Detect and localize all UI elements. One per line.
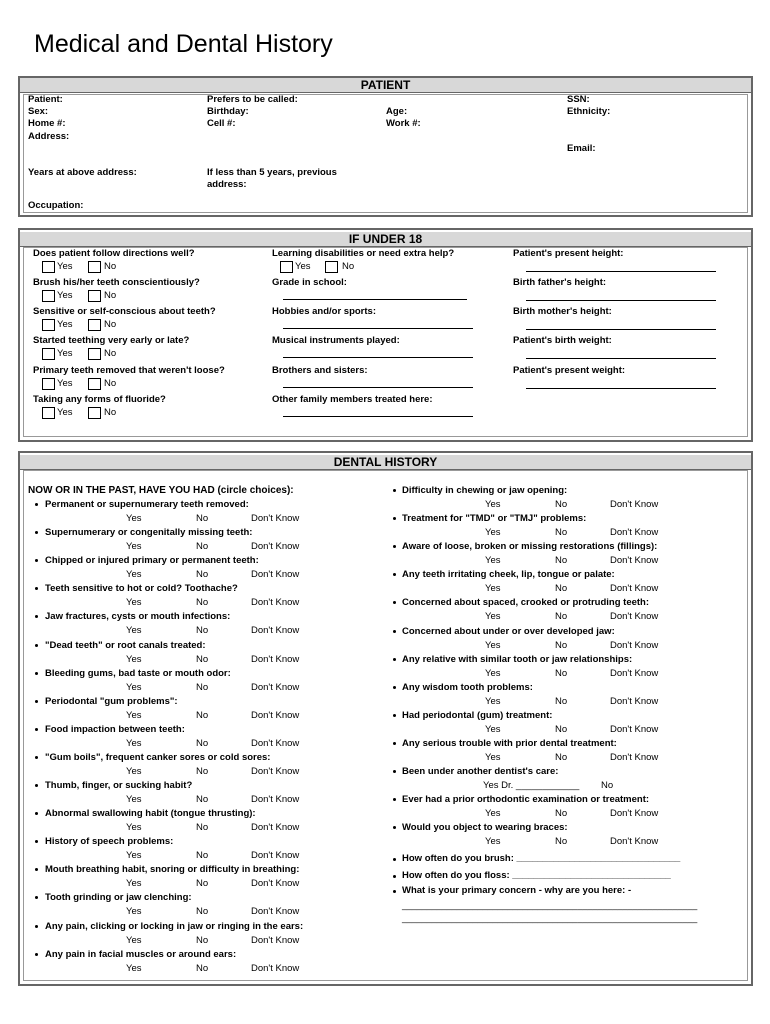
dental-question: Mouth breathing habit, snoring or difficulty in breathing: (45, 864, 300, 875)
no-checkbox[interactable] (88, 261, 101, 273)
occupation-label[interactable]: Occupation: (28, 200, 84, 211)
dental-question: Any teeth irritating cheek, lip, tongue or palate: (402, 569, 615, 580)
bullet (393, 798, 396, 801)
dental-question: Teeth sensitive to hot or cold? Toothache? (45, 583, 238, 594)
no-option-label: No (104, 407, 117, 418)
dont-know-choice[interactable]: Don't Know (610, 808, 659, 819)
yes-choice[interactable]: Yes (126, 625, 142, 636)
dental-question: "Gum boils", frequent canker sores or cold sores: (45, 752, 271, 763)
no-choice[interactable]: No (196, 850, 209, 861)
no-option-label: No (104, 261, 117, 272)
under18-field-input[interactable] (283, 328, 473, 329)
bullet (393, 770, 396, 773)
dont-know-choice[interactable]: Don't Know (610, 555, 659, 566)
no-choice[interactable]: No (196, 738, 209, 749)
bullet (393, 489, 396, 492)
patient-header: PATIENT (20, 78, 751, 93)
under18-question: Started teething very early or late? (33, 335, 190, 346)
no-choice[interactable]: No (196, 906, 209, 917)
dont-know-choice[interactable]: Don't Know (251, 682, 300, 693)
patient-name-label[interactable]: Patient: (28, 94, 63, 105)
dental-question: Concerned about spaced, crooked or protruding teeth: (402, 597, 650, 608)
no-choice[interactable]: No (196, 569, 209, 580)
yes-option-label: Yes (57, 378, 73, 389)
dont-know-choice[interactable]: Don't Know (610, 696, 659, 707)
dental-question: Been under another dentist's care: (402, 766, 559, 777)
dental-question: History of speech problems: (45, 836, 174, 847)
concern-input-line-2[interactable]: ___________________________________________________________ (402, 913, 698, 923)
no-choice[interactable]: No (196, 541, 209, 552)
yes-checkbox[interactable] (42, 290, 55, 302)
dental-intro: NOW OR IN THE PAST, HAVE YOU HAD (circle choices): (28, 485, 294, 496)
no-choice[interactable]: No (196, 794, 209, 805)
dont-know-choice[interactable]: Don't Know (251, 625, 300, 636)
bullet (35, 756, 38, 759)
dont-know-choice[interactable]: Don't Know (251, 513, 300, 524)
yes-option-label: Yes (57, 407, 73, 418)
dont-know-choice[interactable]: Don't Know (610, 640, 659, 651)
yes-choice[interactable]: Yes (126, 597, 142, 608)
yes-choice[interactable]: Yes (485, 499, 501, 510)
no-choice[interactable]: No (555, 752, 568, 763)
no-checkbox[interactable] (88, 319, 101, 331)
dont-know-choice[interactable]: Don't Know (610, 836, 659, 847)
no-choice[interactable]: No (555, 611, 568, 622)
dental-question: Any relative with similar tooth or jaw relationships: (402, 654, 633, 665)
bullet (35, 700, 38, 703)
brush-frequency[interactable]: How often do you brush: _______________________________ (402, 853, 681, 864)
under18-field-label: Grade in school: (272, 277, 347, 288)
bullet (35, 925, 38, 928)
bullet (35, 812, 38, 815)
dont-know-choice[interactable]: Don't Know (251, 794, 300, 805)
dental-question: Food impaction between teeth: (45, 724, 185, 735)
sex-label[interactable]: Sex: (28, 106, 49, 117)
no-choice[interactable]: No (555, 668, 568, 679)
bullet (35, 728, 38, 731)
dont-know-choice[interactable]: Don't Know (610, 724, 659, 735)
yes-choice[interactable]: Yes (485, 752, 501, 763)
cell-label[interactable]: Cell #: (207, 118, 236, 129)
dont-know-choice[interactable]: Don't Know (610, 668, 659, 679)
dont-know-choice[interactable]: Don't Know (251, 569, 300, 580)
yes-choice[interactable]: Yes (126, 654, 142, 665)
yes-choice[interactable]: Yes (126, 541, 142, 552)
dont-know-choice[interactable]: Don't Know (610, 611, 659, 622)
dont-know-choice[interactable]: Don't Know (610, 499, 659, 510)
bullet (393, 658, 396, 661)
yes-choice[interactable]: Yes (485, 836, 501, 847)
under18-field-label: Other family members treated here: (272, 394, 433, 405)
under18-field-input[interactable] (283, 387, 473, 388)
bullet (35, 587, 38, 590)
dental-question: Abnormal swallowing habit (tongue thrusting): (45, 808, 256, 819)
measurement-input[interactable] (526, 388, 716, 389)
yes-dr-choice[interactable]: Yes Dr. ____________ (483, 780, 580, 791)
yes-checkbox[interactable] (42, 348, 55, 360)
under18-question: Brush his/her teeth conscientiously? (33, 277, 200, 288)
under18-header: IF UNDER 18 (20, 232, 751, 247)
under18-field-label: Musical instruments played: (272, 335, 400, 346)
under18-question: Does patient follow directions well? (33, 248, 195, 259)
yes-checkbox[interactable] (42, 407, 55, 419)
bullet (393, 686, 396, 689)
yes-choice[interactable]: Yes (126, 935, 142, 946)
yes-choice[interactable]: Yes (485, 696, 501, 707)
no-choice[interactable]: No (555, 836, 568, 847)
dental-question: Chipped or injured primary or permanent teeth: (45, 555, 259, 566)
yes-choice[interactable]: Yes (126, 878, 142, 889)
yes-choice[interactable]: Yes (485, 611, 501, 622)
measurement-input[interactable] (526, 271, 716, 272)
no-choice[interactable]: No (555, 724, 568, 735)
dont-know-choice[interactable]: Don't Know (251, 822, 300, 833)
no-choice[interactable]: No (196, 710, 209, 721)
address-label[interactable]: Address: (28, 131, 70, 142)
previous-address-label[interactable]: If less than 5 years, previous (207, 167, 337, 178)
no-choice[interactable]: No (196, 822, 209, 833)
bullet (393, 630, 396, 633)
under18-field-input[interactable] (283, 299, 467, 300)
home-phone-label[interactable]: Home #: (28, 118, 66, 129)
no-checkbox[interactable] (88, 348, 101, 360)
yes-choice[interactable]: Yes (126, 766, 142, 777)
dont-know-choice[interactable]: Don't Know (251, 963, 300, 974)
yes-choice[interactable]: Yes (126, 822, 142, 833)
under18-question: Sensitive or self-conscious about teeth? (33, 306, 216, 317)
learning-yes-checkbox[interactable] (280, 261, 293, 273)
dental-question: Jaw fractures, cysts or mouth infections: (45, 611, 231, 622)
bullet (393, 601, 396, 604)
measurement-label: Patient's present height: (513, 248, 624, 259)
no-choice[interactable]: No (555, 527, 568, 538)
no-option-label: No (104, 319, 117, 330)
measurement-label: Patient's present weight: (513, 365, 626, 376)
yes-choice[interactable]: Yes (485, 583, 501, 594)
dental-question: Thumb, finger, or sucking habit? (45, 780, 193, 791)
no-choice[interactable]: No (555, 555, 568, 566)
floss-frequency[interactable]: How often do you floss: ______________________________ (402, 870, 671, 881)
bullet (35, 896, 38, 899)
no-checkbox[interactable] (88, 378, 101, 390)
dental-question: Supernumerary or congenitally missing teeth: (45, 527, 253, 538)
no-choice[interactable]: No (196, 963, 209, 974)
measurement-input[interactable] (526, 358, 716, 359)
dont-know-choice[interactable]: Don't Know (251, 597, 300, 608)
dont-know-choice[interactable]: Don't Know (610, 752, 659, 763)
yes-choice[interactable]: Yes (126, 963, 142, 974)
no-option-label: No (104, 348, 117, 359)
bullet (393, 875, 396, 878)
no-choice[interactable]: No (555, 640, 568, 651)
bullet (393, 858, 396, 861)
under18-field-input[interactable] (283, 416, 473, 417)
yes-choice[interactable]: Yes (485, 724, 501, 735)
bullet (35, 672, 38, 675)
years-address-label[interactable]: Years at above address: (28, 167, 137, 178)
yes-choice[interactable]: Yes (126, 682, 142, 693)
dental-question: Treatment for "TMD" or "TMJ" problems: (402, 513, 587, 524)
no-choice[interactable]: No (555, 808, 568, 819)
dental-question: Any serious trouble with prior dental treatment: (402, 738, 617, 749)
dental-question: Aware of loose, broken or missing restorations (fillings): (402, 541, 658, 552)
under18-field-label: Brothers and sisters: (272, 365, 368, 376)
yes-option-label: Yes (57, 348, 73, 359)
measurement-label: Birth father's height: (513, 277, 607, 288)
bullet (393, 890, 396, 893)
bullet (35, 868, 38, 871)
bullet (393, 545, 396, 548)
no-choice[interactable]: No (196, 935, 209, 946)
bullet (35, 784, 38, 787)
dont-know-choice[interactable]: Don't Know (251, 710, 300, 721)
no-choice[interactable]: No (555, 583, 568, 594)
patient-section (18, 76, 753, 217)
yes-checkbox[interactable] (42, 378, 55, 390)
no-checkbox[interactable] (88, 290, 101, 302)
no-checkbox[interactable] (88, 407, 101, 419)
dental-question: Any wisdom tooth problems: (402, 682, 533, 693)
dental-question: Ever had a prior orthodontic examination or treatment: (402, 794, 650, 805)
no-choice[interactable]: No (196, 597, 209, 608)
bullet (393, 742, 396, 745)
yes-checkbox[interactable] (42, 261, 55, 273)
no-choice[interactable]: No (196, 654, 209, 665)
measurement-input[interactable] (526, 300, 716, 301)
dental-question: Would you object to wearing braces: (402, 822, 568, 833)
dental-question: Difficulty in chewing or jaw opening: (402, 485, 568, 496)
dont-know-choice[interactable]: Don't Know (610, 527, 659, 538)
no-choice[interactable]: No (555, 499, 568, 510)
previous-address-label-2: address: (207, 179, 247, 190)
learning-no-checkbox[interactable] (325, 261, 338, 273)
yes-choice[interactable]: Yes (485, 640, 501, 651)
dental-question: Bleeding gums, bad taste or mouth odor: (45, 668, 231, 679)
bullet (35, 559, 38, 562)
yes-checkbox[interactable] (42, 319, 55, 331)
dont-know-choice[interactable]: Don't Know (251, 878, 300, 889)
bullet (35, 840, 38, 843)
dental-question: Had periodontal (gum) treatment: (402, 710, 553, 721)
no-choice[interactable]: No (196, 878, 209, 889)
yes-choice[interactable]: Yes (126, 569, 142, 580)
dont-know-choice[interactable]: Don't Know (251, 850, 300, 861)
dental-question: Tooth grinding or jaw clenching: (45, 892, 192, 903)
no-choice[interactable]: No (196, 625, 209, 636)
measurement-label: Patient's birth weight: (513, 335, 612, 346)
bullet (393, 517, 396, 520)
no-choice[interactable]: No (555, 696, 568, 707)
yes-option-label: Yes (295, 261, 311, 272)
measurement-input[interactable] (526, 329, 716, 330)
dental-question: "Dead teeth" or root canals treated: (45, 640, 206, 651)
dont-know-choice[interactable]: Don't Know (251, 738, 300, 749)
under18-field-label: Hobbies and/or sports: (272, 306, 376, 317)
bullet (393, 714, 396, 717)
yes-choice[interactable]: Yes (126, 850, 142, 861)
bullet (393, 573, 396, 576)
ethnicity-label[interactable]: Ethnicity: (567, 106, 611, 117)
bullet (35, 953, 38, 956)
bullet (35, 615, 38, 618)
under18-question: Taking any forms of fluoride? (33, 394, 166, 405)
ssn-label[interactable]: SSN: (567, 94, 590, 105)
prefers-label[interactable]: Prefers to be called: (207, 94, 298, 105)
yes-choice[interactable]: Yes (485, 555, 501, 566)
dont-know-choice[interactable]: Don't Know (610, 583, 659, 594)
work-phone-label[interactable]: Work #: (386, 118, 421, 129)
no-choice[interactable]: No (196, 766, 209, 777)
concern-input-line-1[interactable]: ___________________________________________________________ (402, 900, 698, 910)
yes-choice[interactable]: Yes (126, 513, 142, 524)
dental-question: Any pain, clicking or locking in jaw or ringing in the ears: (45, 921, 304, 932)
bullet (393, 826, 396, 829)
bullet (35, 531, 38, 534)
primary-concern-label: What is your primary concern - why are you here: - (402, 885, 632, 896)
dental-question: Periodontal "gum problems": (45, 696, 178, 707)
bullet (35, 503, 38, 506)
dont-know-choice[interactable]: Don't Know (251, 766, 300, 777)
yes-choice[interactable]: Yes (126, 794, 142, 805)
no-choice[interactable]: No (601, 780, 614, 791)
dont-know-choice[interactable]: Don't Know (251, 541, 300, 552)
dont-know-choice[interactable]: Don't Know (251, 906, 300, 917)
no-option-label: No (104, 290, 117, 301)
yes-choice[interactable]: Yes (126, 738, 142, 749)
no-option-label: No (342, 261, 355, 272)
under18-field-input[interactable] (283, 357, 473, 358)
dental-question: Permanent or supernumerary teeth removed: (45, 499, 249, 510)
yes-option-label: Yes (57, 319, 73, 330)
yes-choice[interactable]: Yes (485, 808, 501, 819)
dont-know-choice[interactable]: Don't Know (251, 935, 300, 946)
birthday-label[interactable]: Birthday: (207, 106, 249, 117)
yes-choice[interactable]: Yes (485, 668, 501, 679)
no-choice[interactable]: No (196, 513, 209, 524)
email-label[interactable]: Email: (567, 143, 596, 154)
yes-choice[interactable]: Yes (126, 710, 142, 721)
yes-option-label: Yes (57, 261, 73, 272)
yes-choice[interactable]: Yes (126, 906, 142, 917)
age-label[interactable]: Age: (386, 106, 408, 117)
dont-know-choice[interactable]: Don't Know (251, 654, 300, 665)
yes-option-label: Yes (57, 290, 73, 301)
dental-question: Any pain in facial muscles or around ears: (45, 949, 237, 960)
page-title: Medical and Dental History (34, 30, 333, 58)
no-choice[interactable]: No (196, 682, 209, 693)
yes-choice[interactable]: Yes (485, 527, 501, 538)
under18-question: Primary teeth removed that weren't loose? (33, 365, 225, 376)
dental-question: Concerned about under or over developed jaw: (402, 626, 615, 637)
dental-header: DENTAL HISTORY (20, 455, 751, 470)
measurement-label: Birth mother's height: (513, 306, 612, 317)
bullet (35, 644, 38, 647)
no-option-label: No (104, 378, 117, 389)
learning-question: Learning disabilities or need extra help? (272, 248, 455, 259)
